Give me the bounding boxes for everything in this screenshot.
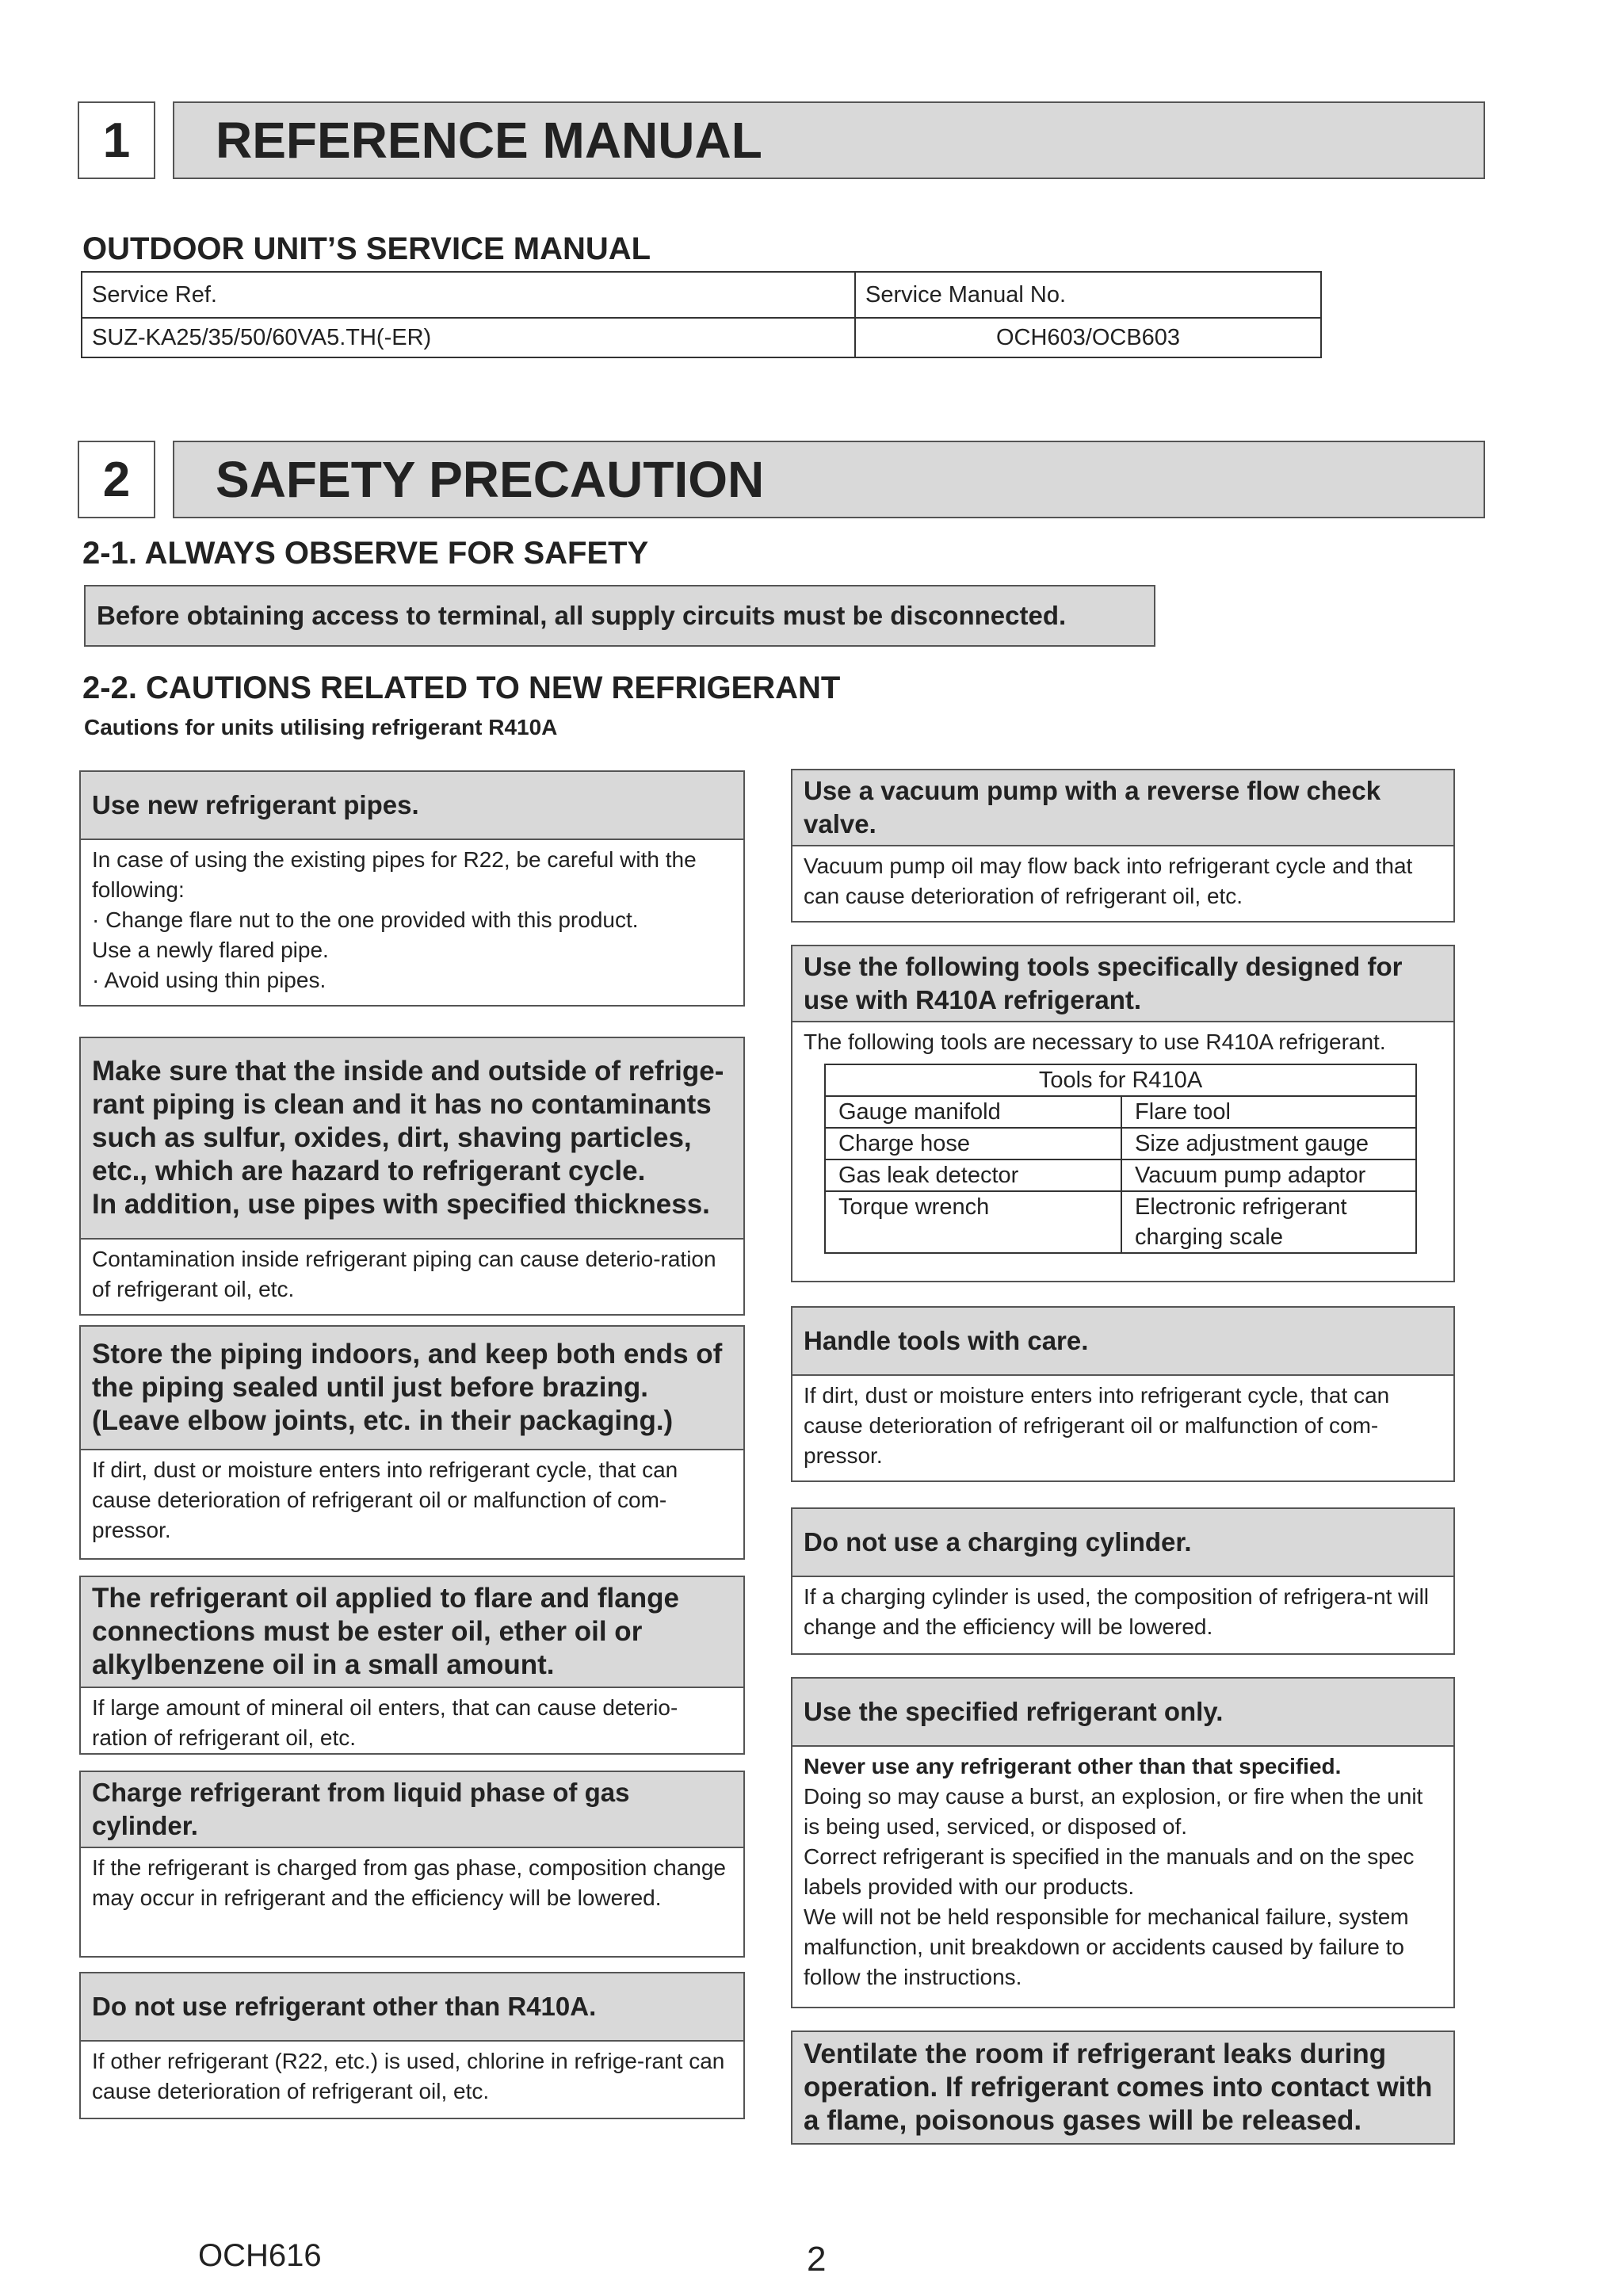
caution-charging-cylinder-header: Do not use a charging cylinder.	[792, 1509, 1453, 1577]
tool-item: Torque wrench	[825, 1191, 1121, 1253]
tool-item: Gauge manifold	[825, 1096, 1121, 1128]
caution-new-pipes-body: In case of using the existing pipes for R22, be careful with the following: · Change flare nut to the one provided with this product. Use a newly flared pipe. · Avoid using thin pipes.	[92, 847, 697, 992]
section-2-number: 2	[78, 441, 155, 518]
section-1-number: 1	[78, 101, 155, 179]
caution-r410a-tools-body: The following tools are necessary to use R410A refrigerant.	[804, 1030, 1386, 1054]
service-manual-subtitle: OUTDOOR UNIT’S SERVICE MANUAL	[82, 231, 651, 266]
caution-liquid-phase-body: If the refrigerant is charged from gas phase, composition change may occur in refrigerant and the efficiency will be lowered.	[92, 1855, 726, 1910]
tools-table-caption: Tools for R410A	[825, 1064, 1416, 1096]
caution-store-piping-header: Store the piping indoors, and keep both ends of the piping sealed until just before brazing. (Leave elbow joints, etc. in their packaging.)	[81, 1327, 743, 1450]
terminal-access-warning: Before obtaining access to terminal, all supply circuits must be disconnected.	[84, 585, 1155, 647]
caution-charging-cylinder	[791, 1507, 1455, 1655]
caution-handle-tools-header: Handle tools with care.	[792, 1308, 1453, 1376]
section-1-title: REFERENCE MANUAL	[173, 101, 1485, 179]
tool-item: Electronic refrigerant charging scale	[1121, 1191, 1416, 1253]
caution-refrigerant-oil-header: The refrigerant oil applied to flare and flange connections must be ester oil, ether oil or alkylbenzene oil in a small amount.	[81, 1577, 743, 1688]
caution-ventilate-room	[791, 2030, 1455, 2145]
tool-item: Flare tool	[1121, 1096, 1416, 1128]
caution-new-pipes-header: Use new refrigerant pipes.	[81, 772, 743, 840]
caution-specified-refrigerant-body: Doing so may cause a burst, an explosion, or fire when the unit is being used, serviced, or disposed of. Correct refrigerant is specified in the manuals and on the spec labels provided with our products. We will not be held responsible for mechanical failure, system malfunction, unit breakdown or accidents caused by failure to follow the instructions.	[804, 1784, 1423, 1989]
document-code: OCH616	[198, 2238, 322, 2273]
caution-handle-tools-body: If dirt, dust or moisture enters into refrigerant cycle, that can cause deterioration of refrigerant oil or malfunction of com-pressor.	[804, 1383, 1390, 1468]
tool-item: Vacuum pump adaptor	[1121, 1159, 1416, 1191]
subsection-2-1-title: 2-1. ALWAYS OBSERVE FOR SAFETY	[82, 536, 649, 571]
service-manual-no-header: Service Manual No.	[855, 272, 1321, 318]
caution-clean-piping	[79, 1037, 745, 1316]
r410a-tools-table	[824, 1064, 1417, 1254]
service-ref-header: Service Ref.	[82, 272, 855, 318]
caution-liquid-phase	[79, 1771, 745, 1958]
tool-item: Charge hose	[825, 1128, 1121, 1159]
page-number: 2	[807, 2240, 827, 2279]
caution-specified-refrigerant-header: Use the specified refrigerant only.	[792, 1679, 1453, 1747]
caution-charging-cylinder-body: If a charging cylinder is used, the composition of refrigera-nt will change and the efficiency will be lowered.	[804, 1584, 1430, 1639]
service-ref-value: SUZ-KA25/35/50/60VA5.TH(-ER)	[82, 318, 855, 357]
caution-liquid-phase-header: Charge refrigerant from liquid phase of gas cylinder.	[81, 1772, 743, 1848]
refrigerant-caution-caption: Cautions for units utilising refrigerant R410A	[84, 715, 558, 739]
caution-no-other-refrigerant-header: Do not use refrigerant other than R410A.	[81, 1973, 743, 2042]
caution-vacuum-pump-header: Use a vacuum pump with a reverse flow check valve.	[792, 770, 1453, 846]
caution-handle-tools	[791, 1306, 1455, 1482]
caution-specified-refrigerant	[791, 1677, 1455, 2008]
caution-new-pipes	[79, 770, 745, 1007]
caution-ventilate-room-header: Ventilate the room if refrigerant leaks during operation. If refrigerant comes into contact with a flame, poisonous gases will be released.	[792, 2032, 1453, 2143]
caution-store-piping	[79, 1325, 745, 1560]
section-2-title: SAFETY PRECAUTION	[173, 441, 1485, 518]
caution-r410a-tools-header: Use the following tools specifically designed for use with R410A refrigerant.	[792, 946, 1453, 1022]
caution-clean-piping-header: Make sure that the inside and outside of refrige-rant piping is clean and it has no contaminants such as sulfur, oxides, dirt, shaving particles, etc., which are hazard to refrigerant cycle. In addition, use pipes with specified thickness.	[81, 1038, 743, 1240]
tool-item: Size adjustment gauge	[1121, 1128, 1416, 1159]
caution-refrigerant-oil	[79, 1576, 745, 1755]
caution-vacuum-pump-body: Vacuum pump oil may flow back into refrigerant cycle and that can cause deterioration of refrigerant oil, etc.	[804, 854, 1413, 908]
caution-refrigerant-oil-body: If large amount of mineral oil enters, that can cause deterio-ration of refrigerant oil, etc.	[92, 1695, 678, 1750]
subsection-2-2-title: 2-2. CAUTIONS RELATED TO NEW REFRIGERANT	[82, 670, 841, 705]
caution-r410a-tools	[791, 945, 1455, 1282]
service-manual-no-value: OCH603/OCB603	[855, 318, 1321, 357]
service-reference-table	[81, 271, 1322, 358]
tool-item: Gas leak detector	[825, 1159, 1121, 1191]
caution-no-other-refrigerant	[79, 1972, 745, 2119]
caution-no-other-refrigerant-body: If other refrigerant (R22, etc.) is used, chlorine in refrige-rant can cause deterioration of refrigerant oil, etc.	[92, 2049, 725, 2103]
caution-specified-refrigerant-bold: Never use any refrigerant other than that specified.	[804, 1754, 1342, 1778]
caution-vacuum-pump	[791, 769, 1455, 923]
caution-store-piping-body: If dirt, dust or moisture enters into refrigerant cycle, that can cause deterioration of refrigerant oil or malfunction of com-pressor.	[92, 1457, 678, 1542]
caution-clean-piping-body: Contamination inside refrigerant piping can cause deterio-ration of refrigerant oil, etc.	[92, 1247, 716, 1301]
